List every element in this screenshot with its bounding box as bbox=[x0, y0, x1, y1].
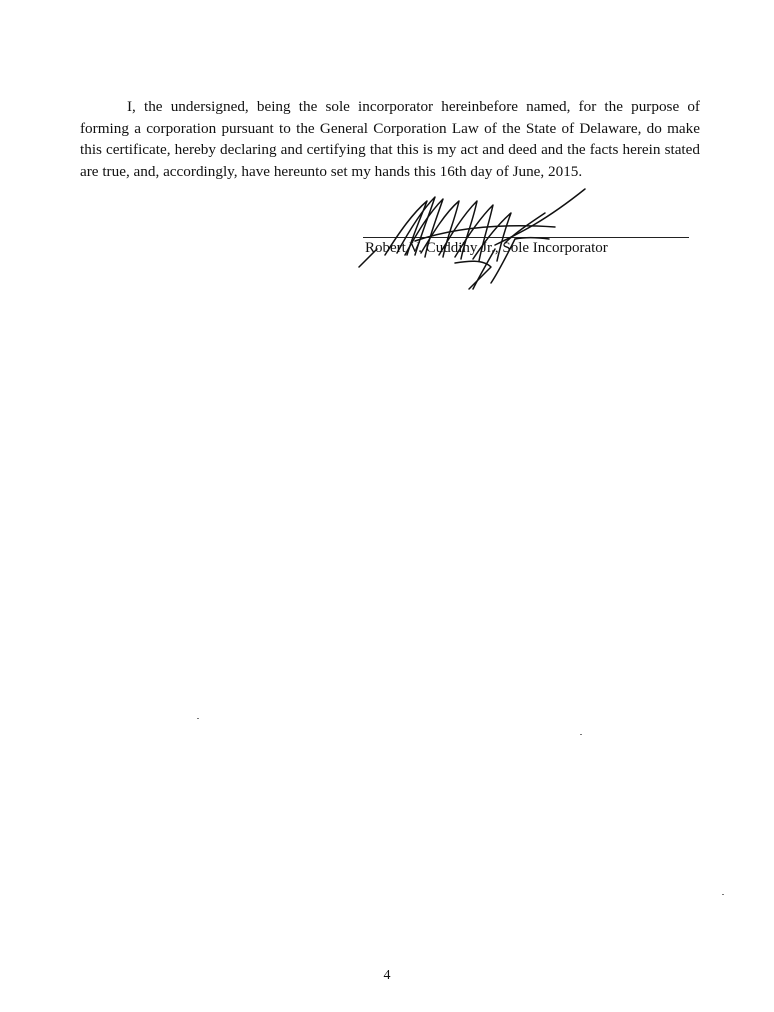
certification-paragraph: I, the undersigned, being the sole incorporator hereinbefore named, for the purpose of forming a corporation pursuant to the General Corporation Law of the State of Delaware, do make this certificate, hereby declaring and certifying that this is my act and deed and the facts herein stated are true, and, accordingly, have hereunto set my hands this 16th day of June, 2015. bbox=[80, 98, 700, 180]
scan-speck bbox=[722, 894, 724, 895]
page-number: 4 bbox=[383, 968, 391, 983]
signature-block bbox=[355, 183, 695, 293]
scan-speck bbox=[580, 734, 582, 735]
scan-speck bbox=[197, 718, 199, 719]
signer-caption: Robert V. Cuddihy Jr., Sole Incorporator bbox=[365, 240, 608, 256]
handwritten-signature bbox=[355, 183, 695, 293]
